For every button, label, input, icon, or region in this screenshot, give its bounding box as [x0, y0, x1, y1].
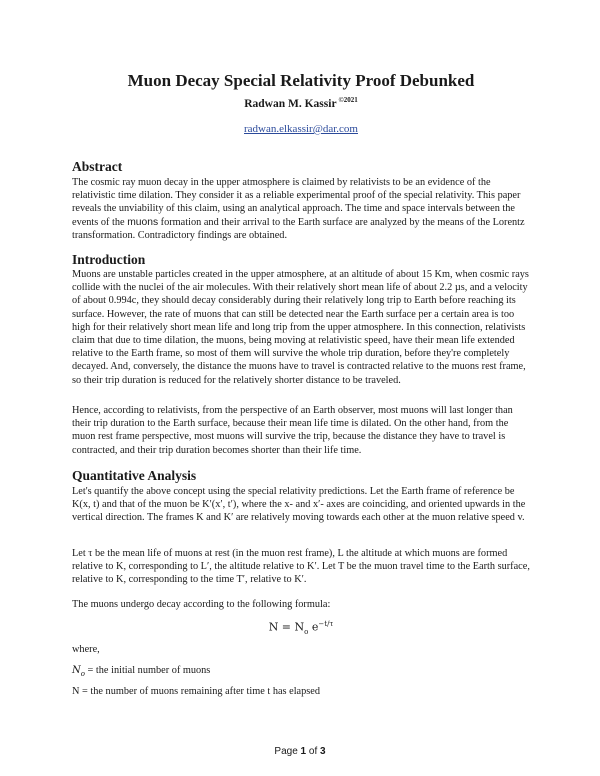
- author-email-line: [72, 123, 530, 135]
- definition-1-subscript: o: [80, 670, 85, 679]
- definition-remaining-muons: N = the number of muons remaining after time t has elapsed: [72, 686, 321, 697]
- abstract-muons-word: muons: [127, 216, 159, 228]
- formula-subscript: o: [304, 627, 309, 636]
- abstract-text-b: formation and their arrival to the Earth surface are analyzed by the means of the Lorentz transformation. Contradictory findings are obtained.: [72, 216, 525, 241]
- definition-1-symbol: N: [72, 665, 81, 676]
- footer-current-page: 1: [300, 746, 307, 757]
- copyright-mark: ©2021: [338, 96, 358, 104]
- author-name: Radwan M. Kassir: [244, 98, 337, 110]
- where-label: where,: [72, 644, 100, 655]
- quantitative-paragraph-2: Let τ be the mean life of muons at rest (in the muon rest frame), L the altitude at which muons are formed relative to K, corresponding to L′, the altitude relative to K′. Let T be the muon travel time to the Earth surface, relative to K, corresponding to the time T′, relative to K′.: [72, 548, 530, 586]
- author-email-link[interactable]: radwan.elkassir@dar.com: [244, 123, 358, 135]
- quantitative-heading: Quantitative Analysis: [72, 468, 197, 483]
- introduction-heading: Introduction: [72, 252, 146, 267]
- formula-lhs: N = N: [268, 620, 305, 634]
- introduction-paragraph-2: Hence, according to relativists, from the perspective of an Earth observer, most muons will last longer than their trip duration to the Earth surface, because their mean life time is dilated. On the other hand, from the muon rest frame perspective, most muons will survive the trip, because the distance they have to travel is contracted, and their trip duration becomes shorter than their life time.: [72, 405, 513, 456]
- decay-formula: [72, 620, 530, 636]
- page-footer: [0, 746, 600, 757]
- formula-e: e: [308, 620, 319, 634]
- formula-exponent: −t/τ: [318, 620, 334, 628]
- definition-initial-muons: [72, 664, 530, 681]
- author-line: [72, 96, 530, 110]
- quantitative-paragraph-1: Let's quantify the above concept using the special relativity predictions. Let the Earth frame of reference be K(x, t) and that of the muon be K′(x′, t′), where the x- and x′- axes are coinciding, and oriented upwards in the vertical direction. The frames K and K′ are relatively moving towards each other at the muon relative speed v.: [72, 486, 526, 524]
- footer-total-pages: 3: [320, 746, 326, 757]
- abstract-heading: Abstract: [72, 159, 123, 174]
- definition-1-text: = the initial number of muons: [84, 665, 211, 676]
- abstract-text-a: The cosmic ray muon decay in the upper atmosphere is claimed by relativists to be an evidence of the relativistic time dilation. They consider it as a reliable experimental proof of the special relativity. This paper reveals the unviability of this claim, using an analytical approach. The time and space intervals between the events of the: [72, 177, 521, 228]
- paper-title: Muon Decay Special Relativity Proof Debunked: [127, 71, 475, 90]
- footer-prefix: Page: [274, 746, 301, 757]
- introduction-paragraph-1: Muons are unstable particles created in the upper atmosphere, at an altitude of about 15 Km, when cosmic rays collide with the nuclei of the air molecules. With their relatively short mean life of about 2.2 µs, and a velocity of about 0.994c, they should decay considerably during their relatively long trip to Earth before reaching its surface. However, the rate of muons that can still be detected near the Earth surface per a certain area is too high for their relatively short mean life and long trip from the upper atmosphere. In this connection, relativists claim that due to time dilation, the muons, being moving at relativistic speed, have their mean life extended relative to the Earth frame, so most of them will survive the whole trip duration, before they're completely decayed. And, conversely, the distance the muons have to travel is contracted relative to the muons rest frame, so their trip duration is reduced for the relatively shorter distance to be traveled.: [72, 269, 529, 386]
- quantitative-paragraph-3: The muons undergo decay according to the following formula:: [72, 599, 331, 610]
- footer-middle: of: [306, 746, 321, 757]
- abstract-text: [72, 176, 530, 242]
